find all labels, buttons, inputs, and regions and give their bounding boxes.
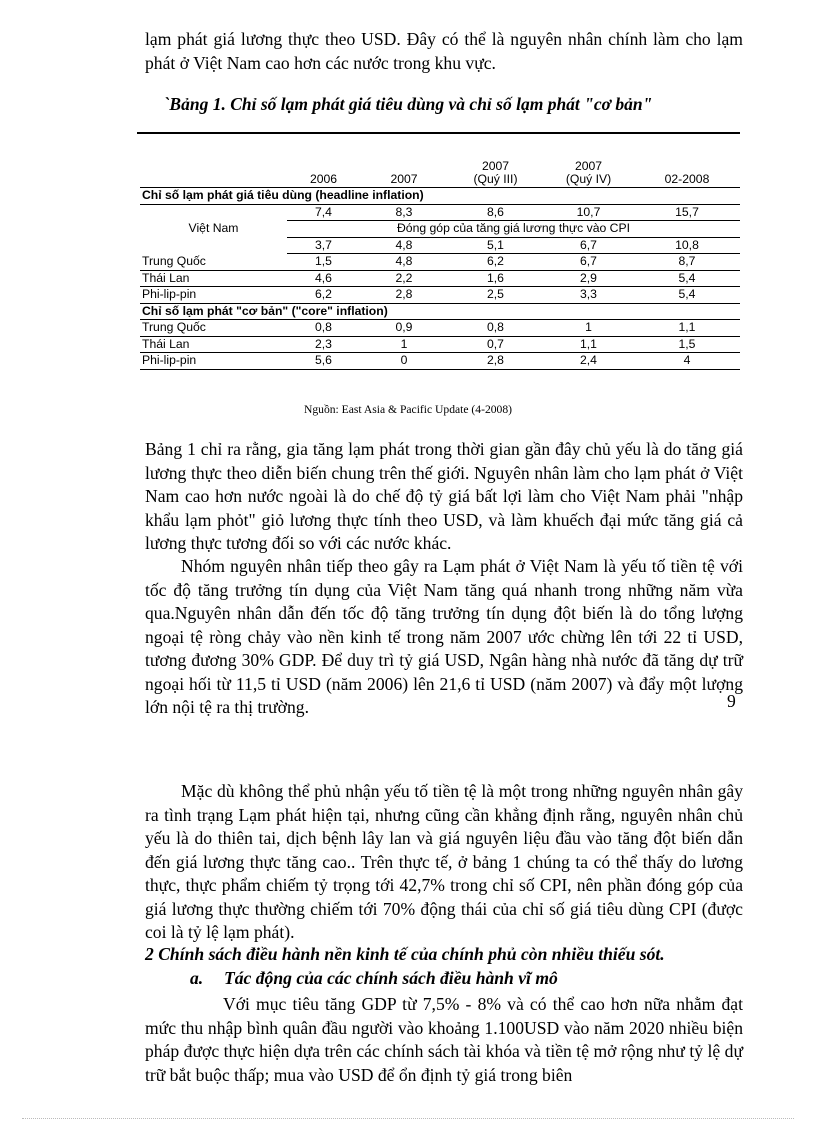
table-cell: 8,3 (360, 204, 448, 221)
inflation-table (140, 156, 740, 370)
table-cell: 5,6 (287, 353, 360, 370)
table-row (140, 287, 740, 304)
table-cell: 1,6 (448, 270, 543, 287)
table-row (140, 320, 740, 337)
country-label: Thái Lan (140, 270, 287, 287)
table-cell: 1,5 (287, 254, 360, 271)
table-cell: 6,7 (543, 254, 634, 271)
page-number: 9 (727, 691, 736, 711)
food-contribution-label: Đóng góp của tăng giá lương thực vào CPI (287, 221, 740, 238)
table-cell: 6,2 (448, 254, 543, 271)
table-cell: 8,6 (448, 204, 543, 221)
table-cell: 5,4 (634, 287, 740, 304)
table-row (140, 270, 740, 287)
header-empty (140, 156, 287, 188)
body-paragraph-3: Mặc dù không thể phủ nhận yếu tố tiền tệ là một trong những nguyên nhân gây ra tình trạng Lạm phát hiện tại, nhưng cũng cần khẳng định rằng, nguyên nhân chủ yếu là do thiên tai, dịch bệnh lây lan và giá nguyên liệu đầu vào tăng đột biến dẫn đến giá lương thực tăng cao.. Trên thực tế, ở bảng 1 chúng ta có thể thấy do lương thực, thực phẩm chiếm tỷ trọng tới 42,7% trong chỉ số CPI, nên phần đóng góp của giá lương thực thường chiếm tới 70% động thái của chỉ số giá tiêu dùng CPI (được coi là tỷ lệ lạm phát). (145, 781, 743, 942)
table-cell: 7,4 (287, 204, 360, 221)
table-cell: 1,1 (634, 320, 740, 337)
subsection-title: Tác động của các chính sách điều hành vĩ mô (224, 968, 558, 988)
table-cell: 6,7 (543, 237, 634, 254)
table-cell: 0 (360, 353, 448, 370)
header-2007-q3: 2007 (Quý III) (448, 156, 543, 188)
header-02-2008: 02-2008 (634, 156, 740, 188)
body-paragraph-1: Bảng 1 chỉ ra rằng, gia tăng lạm phát trong thời gian gần đây chủ yếu là do tăng giá lương thực theo diễn biến chung trên thế giới. Nguyên nhân làm cho lạm phát ở Việt Nam cao hơn nước ngoài là do chế độ tỷ giá bất lợi làm cho Việt Nam phải "nhập khẩu lạm phỏt" giỏ lương thực tính theo USD, và làm khuếch đại mức tăng giá cả lương thực tương đối so với các nước khác. (145, 439, 743, 553)
table-cell: 10,7 (543, 204, 634, 221)
table-cell: 0,9 (360, 320, 448, 337)
section-core-row (140, 303, 740, 320)
table-cell: 4,8 (360, 254, 448, 271)
table-cell: 15,7 (634, 204, 740, 221)
section-core-label: Chỉ số lạm phát "cơ bản" ("core" inflation) (140, 303, 740, 320)
country-label: Trung Quốc (140, 254, 287, 271)
table-cell: 8,7 (634, 254, 740, 271)
table-cell: 1,5 (634, 336, 740, 353)
table-cell: 1 (360, 336, 448, 353)
table-cell: 2,9 (543, 270, 634, 287)
section-heading-2: 2 Chính sách điều hành nền kinh tế của chính phủ còn nhiều thiếu sót. (145, 944, 665, 964)
table-cell: 2,5 (448, 287, 543, 304)
table-cell: 2,3 (287, 336, 360, 353)
intro-paragraph: lạm phát giá lương thực theo USD. Đây có thể là nguyên nhân chính làm cho lạm phát ở Việt Nam cao hơn các nước trong khu vực. (145, 29, 743, 73)
table-cell: 0,8 (448, 320, 543, 337)
subsection-heading-a (190, 968, 558, 989)
section-headline-label: Chỉ số lạm phát giá tiêu dùng (headline inflation) (140, 188, 740, 205)
table-source: Nguồn: East Asia & Pacific Update (4-2008) (304, 403, 512, 416)
subsection-letter: a. (190, 968, 204, 988)
table-cell: 1 (543, 320, 634, 337)
table-cell: 4 (634, 353, 740, 370)
table-cell: 4,8 (360, 237, 448, 254)
table-cell: 0,8 (287, 320, 360, 337)
country-label: Phi-lip-pin (140, 353, 287, 370)
section-headline-row (140, 188, 740, 205)
table-cell: 6,2 (287, 287, 360, 304)
table-cell: 3,3 (543, 287, 634, 304)
country-label: Phi-lip-pin (140, 287, 287, 304)
table-cell: 2,4 (543, 353, 634, 370)
vietnam-row-1 (140, 204, 740, 221)
table-cell: 10,8 (634, 237, 740, 254)
country-label: Thái Lan (140, 336, 287, 353)
table-cell: 2,8 (360, 287, 448, 304)
header-2007: 2007 (360, 156, 448, 188)
table-caption: `Bảng 1. Chỉ số lạm phát giá tiêu dùng và chỉ số lạm phát "cơ bản" (163, 94, 653, 114)
table-cell: 5,1 (448, 237, 543, 254)
table-cell: 0,7 (448, 336, 543, 353)
header-2007-q4: 2007 (Quý IV) (543, 156, 634, 188)
table-cell: 5,4 (634, 270, 740, 287)
table-row (140, 336, 740, 353)
table-cell: 4,6 (287, 270, 360, 287)
vietnam-label: Việt Nam (188, 221, 239, 236)
table-cell: 3,7 (287, 237, 360, 254)
page-bottom-divider (22, 1118, 794, 1119)
table-header-row (140, 156, 740, 188)
table-row (140, 353, 740, 370)
table-top-rule (137, 132, 740, 134)
table-cell: 2,2 (360, 270, 448, 287)
table-row (140, 254, 740, 271)
table-cell: 1,1 (543, 336, 634, 353)
table-cell: 2,8 (448, 353, 543, 370)
body-paragraph-2: Nhóm nguyên nhân tiếp theo gây ra Lạm phát ở Việt Nam là yếu tố tiền tệ với tốc độ tăng trưởng tín dụng của Việt Nam tăng quá nhanh trong những năm vừa qua.Nguyên nhân dẫn đến tốc độ tăng trưởng tín dụng đột biến là do tổng lượng ngoại tệ ròng chảy vào nền kinh tế trong năm 2007 ước chừng lên tới 22 tỉ USD, tương đương 30% GDP. Để duy trì tỷ giá USD, Ngân hàng nhà nước đã tăng dự trữ ngoại hối từ 11,5 tỉ USD (năm 2006) lên 21,6 tỉ USD (năm 2007) và đẩy một lượng lớn nội tệ ra thị trường. (145, 556, 743, 717)
header-2006: 2006 (287, 156, 360, 188)
body-paragraph-4: Với mục tiêu tăng GDP từ 7,5% - 8% và có thể cao hơn nữa nhằm đạt mức thu nhập bình quân đầu người vào khoảng 1.100USD vào năm 2020 nhiều biện pháp được thực hiện dựa trên các chính sách tài khóa và tiền tệ mở rộng như tỷ lệ dự trữ bắt buộc thấp; mua vào USD để ổn định tỷ giá trong biên (145, 994, 743, 1085)
country-label: Trung Quốc (140, 320, 287, 337)
